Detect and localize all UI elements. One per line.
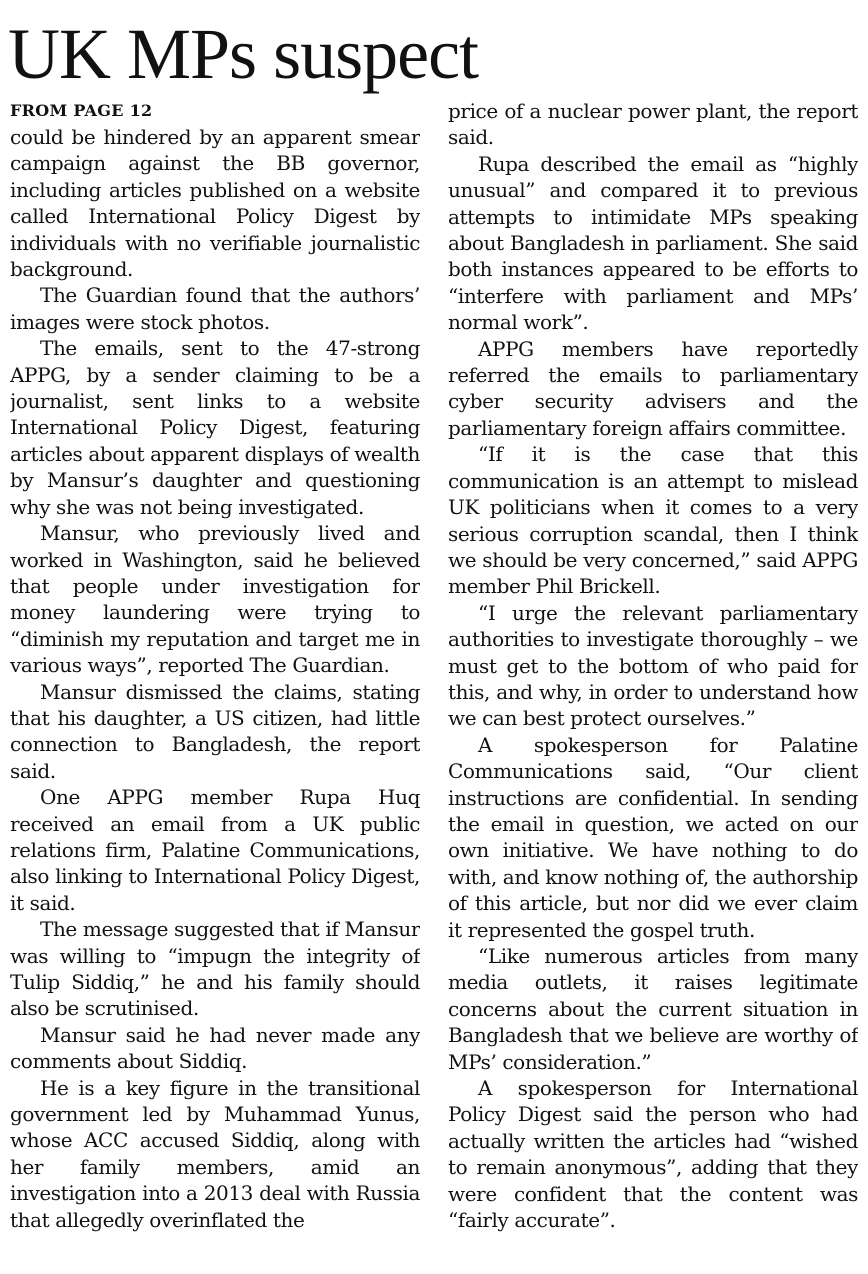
article-paragraph: APPG members have reportedly referred the emails to parliamentary cyber security advisers and the parliamentary foreign affairs committee. xyxy=(448,336,858,440)
article-paragraph: Mansur, who previously lived and worked in Washington, said he believed that people under investigation for money laundering were trying to “diminish my reputation and target me in various ways”, reported The Guardian. xyxy=(10,521,420,678)
headline: UK MPs suspect xyxy=(8,14,479,94)
article-paragraph: A spokesperson for Palatine Communications said, “Our client instructions are confidential. In sending the email in question, we acted on our own initiative. We have nothing to do with, and know nothing of, the authorship of this article, but nor did we ever claim it represented the gospel truth. xyxy=(448,732,858,942)
article-paragraph: could be hindered by an apparent smear campaign against the BB governor, including articles published on a website called International Policy Digest by individuals with no verifiable journalistic background. xyxy=(10,125,420,282)
article-paragraph: The message suggested that if Mansur was willing to “impugn the integrity of Tulip Siddiq,” he and his family should also be scrutinised. xyxy=(10,917,420,1021)
article-paragraph: Mansur dismissed the claims, stating that his daughter, a US citizen, had little connection to Bangladesh, the report said. xyxy=(10,679,420,783)
article-paragraph: He is a key figure in the transitional government led by Muhammad Yunus, whose ACC accused Siddiq, along with her family members, amid an investigation into a 2013 deal with Russia that allegedly overinflated the xyxy=(10,1075,420,1232)
article-paragraph: The emails, sent to the 47-strong APPG, by a sender claiming to be a journalist, sent links to a website International Policy Digest, featuring articles about apparent displays of wealth by Mansur’s daughter and questioning why she was not being investigated. xyxy=(10,336,420,519)
article-paragraph: A spokesperson for International Policy Digest said the person who had actually written the articles had “wished to remain anonymous”, adding that they were confident that the content was “fairly accurate”. xyxy=(448,1076,858,1233)
continuation-kicker: FROM PAGE 12 xyxy=(10,101,153,120)
article-paragraph: “If it is the case that this communication is an attempt to mislead UK politicians when it comes to a very serious corruption scandal, then I think we should be very concerned,” said APPG member Phil Brickell. xyxy=(448,442,858,599)
article-paragraph: One APPG member Rupa Huq received an email from a UK public relations firm, Palatine Communications, also linking to International Policy Digest, it said. xyxy=(10,785,420,915)
article-column-left xyxy=(10,98,420,1268)
article-paragraph: price of a nuclear power plant, the report said. xyxy=(448,99,858,150)
article-paragraph: Rupa described the email as “highly unusual” and compared it to previous attempts to intimidate MPs speaking about Bangladesh in parliament. She said both instances appeared to be efforts to “interfere with parliament and MPs’ normal work”. xyxy=(448,151,858,335)
article-paragraph: Mansur said he had never made any comments about Siddiq. xyxy=(10,1022,420,1074)
article-column-right xyxy=(448,98,858,1268)
article-paragraph: The Guardian found that the authors’ images were stock photos. xyxy=(10,283,420,334)
article-paragraph: “I urge the relevant parliamentary authorities to investigate thoroughly – we must get to the bottom of who paid for this, and why, in order to understand how we can best protect ourselves.” xyxy=(448,600,858,731)
article-paragraph: “Like numerous articles from many media outlets, it raises legitimate concerns about the current situation in Bangladesh that we believe are worthy of MPs’ consideration.” xyxy=(448,944,858,1074)
